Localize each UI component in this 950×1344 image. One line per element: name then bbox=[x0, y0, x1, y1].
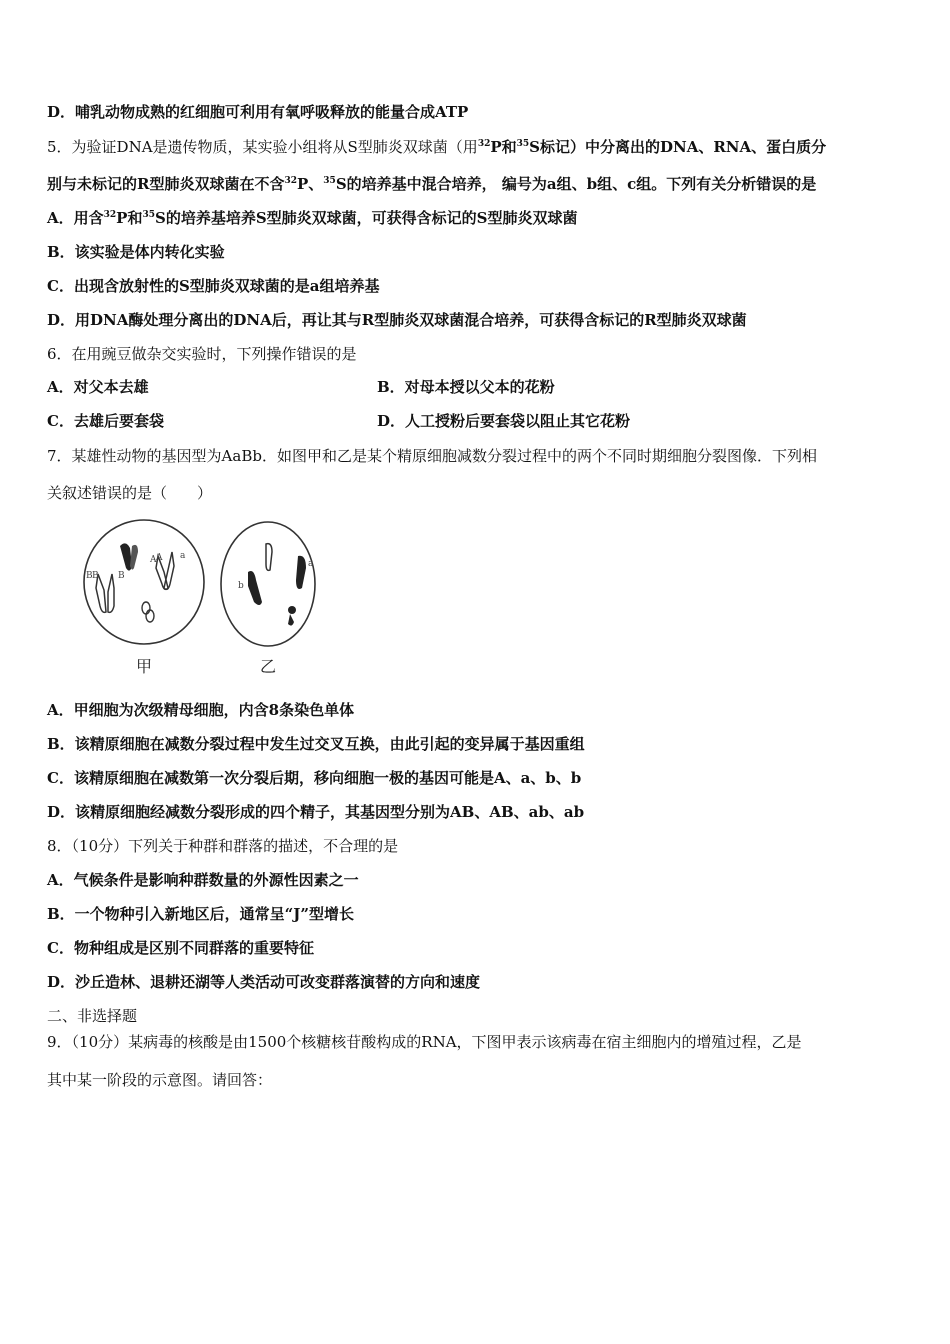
gene-label: B bbox=[118, 571, 125, 581]
q6-option-a: A．对父本去雄 bbox=[47, 378, 149, 396]
gene-label: A bbox=[156, 553, 163, 563]
q5-option-b: B．该实验是体内转化实验 bbox=[47, 243, 225, 261]
q7-stem-line1: 7．某雄性动物的基因型为AaBb．如图甲和乙是某个精原细胞减数分裂过程中的两个不同时期细胞分裂图像．下列相 bbox=[47, 447, 817, 465]
q8-option-b: B．一个物种引入新地区后，通常呈“J”型增长 bbox=[47, 905, 355, 923]
chromosome bbox=[142, 602, 150, 614]
chromosome bbox=[248, 571, 262, 605]
q5-stem-line2: 别与未标记的R型肺炎双球菌在不含$^{32}$P、$^{35}$S的培养基中混合培养， 编号为a组、b组、c组。下列有关分析错误的是 bbox=[47, 175, 817, 193]
q7-option-d: D．该精原细胞经减数分裂形成的四个精子，其基因型分别为AB、AB、ab、ab bbox=[47, 803, 585, 821]
q6-stem: 6．在用豌豆做杂交实验时，下列操作错误的是 bbox=[47, 345, 357, 363]
q7-option-a: A．甲细胞为次级精母细胞，内含8条染色单体 bbox=[47, 701, 355, 719]
q6-option-b: B．对母本授以父本的花粉 bbox=[377, 378, 555, 396]
chromosome bbox=[288, 606, 296, 614]
q7-option-c: C．该精原细胞在减数第一次分裂后期，移向细胞一极的基因可能是A、a、b、b bbox=[47, 769, 582, 787]
chromosome bbox=[146, 610, 154, 622]
figure-label-jia: 甲 bbox=[136, 657, 153, 676]
gene-label: a bbox=[180, 551, 186, 561]
q9-stem-line1: 9．（10分）某病毒的核酸是由1500个核糖核苷酸构成的RNA，下图甲表示该病毒在宿主细胞内的增殖过程，乙是 bbox=[47, 1033, 802, 1051]
gene-label: B bbox=[86, 571, 93, 581]
q5-option-a: A．用含$^{32}$P和$^{35}$S的培养基培养S型肺炎双球菌，可获得含标记的S型肺炎双球菌 bbox=[47, 209, 578, 227]
section-title: 二、非选择题 bbox=[47, 1007, 138, 1025]
q9-stem-line2: 其中某一阶段的示意图。请回答： bbox=[47, 1071, 273, 1089]
chromosome bbox=[130, 545, 138, 570]
gene-label: b bbox=[238, 581, 244, 591]
gene-label: A bbox=[150, 555, 157, 565]
q8-stem: 8．（10分）下列关于种群和群落的描述，不合理的是 bbox=[47, 837, 399, 855]
q5-stem-line1: 5．为验证DNA是遗传物质，某实验小组将从S型肺炎双球菌（用$^{32}$P和$^{35}$S标记）中分离出的DNA、RNA、蛋白质分 bbox=[47, 138, 827, 156]
cell-jia bbox=[84, 520, 204, 644]
q8-option-a: A．气候条件是影响种群数量的外源性因素之一 bbox=[47, 871, 359, 889]
cell-yi bbox=[221, 522, 315, 646]
q7-stem-line2: 关叙述错误的是（ ） bbox=[47, 484, 213, 502]
figure-label-yi: 乙 bbox=[260, 657, 277, 676]
q5-option-d: D．用DNA酶处理分离出的DNA后，再让其与R型肺炎双球菌混合培养，可获得含标记的R型肺炎双球菌 bbox=[47, 311, 747, 329]
q4-option-d: D．哺乳动物成熟的红细胞可利用有氧呼吸释放的能量合成ATP bbox=[47, 103, 469, 121]
chromosome bbox=[288, 614, 294, 626]
q6-option-c: C．去雄后要套袋 bbox=[47, 412, 164, 430]
gene-label: a bbox=[308, 559, 314, 569]
cell-division-figure bbox=[80, 516, 320, 676]
q6-option-d: D．人工授粉后要套袋以阻止其它花粉 bbox=[377, 412, 631, 430]
q8-option-d: D．沙丘造林、退耕还湖等人类活动可改变群落演替的方向和速度 bbox=[47, 973, 481, 991]
gene-label: B bbox=[92, 571, 99, 581]
chromosome bbox=[108, 574, 114, 612]
q7-option-b: B．该精原细胞在减数分裂过程中发生过交叉互换，由此引起的变异属于基因重组 bbox=[47, 735, 585, 753]
chromosome bbox=[266, 544, 272, 571]
chromosome bbox=[296, 556, 306, 589]
chromosome bbox=[164, 552, 174, 589]
q5-option-c: C．出现含放射性的S型肺炎双球菌的是a组培养基 bbox=[47, 277, 380, 295]
q8-option-c: C．物种组成是区别不同群落的重要特征 bbox=[47, 939, 314, 957]
